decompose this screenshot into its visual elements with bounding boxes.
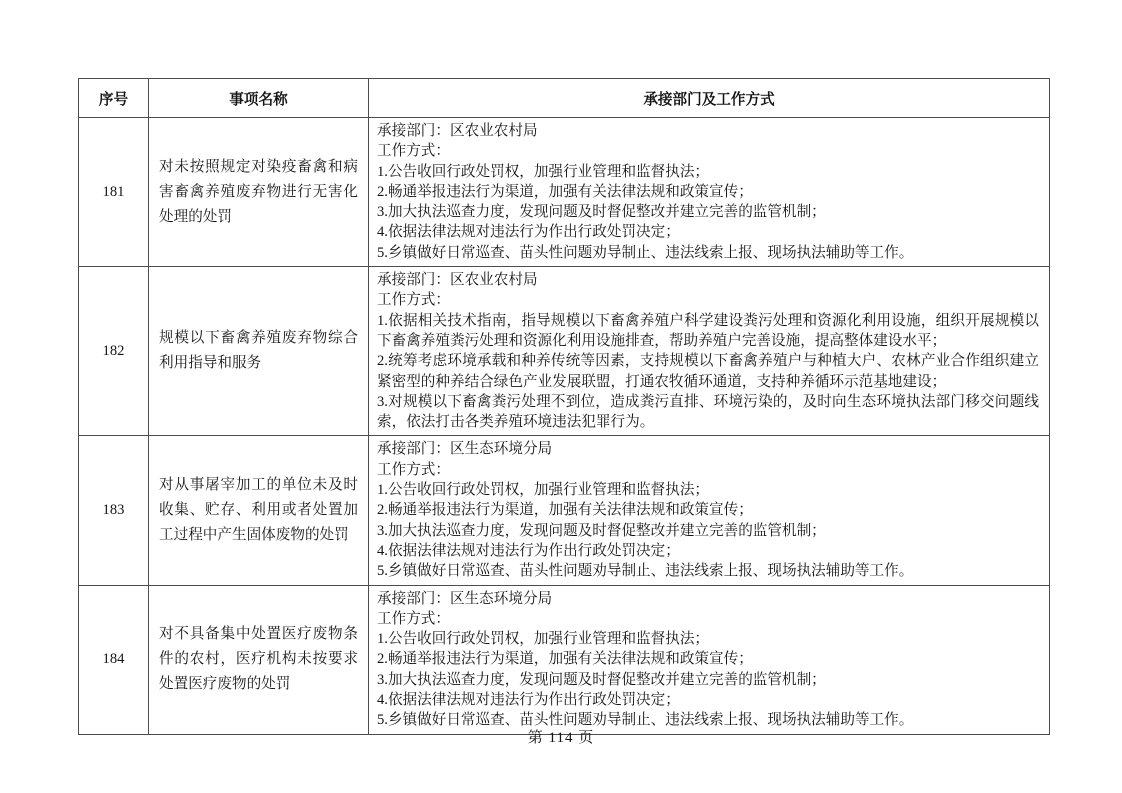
table-body [79, 118, 1050, 735]
department-line: 承接部门：区生态环境分局 [377, 441, 553, 458]
method-label-line: 工作方式： [377, 610, 450, 627]
method-line: 2.统筹考虑环境承载和种养传统等因素，支持规模以下畜禽养殖户与种植大户、农林产业合作组织建立紧密型的种养结合绿色产业发展联盟，打通农牧循环通道，支持种养循环示范基地建设； [377, 353, 1039, 390]
method-label-line: 工作方式： [377, 143, 450, 160]
method-label-line: 工作方式： [377, 292, 450, 309]
row-department-method [369, 585, 1050, 734]
method-line: 5.乡镇做好日常巡查、苗头性问题劝导制止、违法线索上报、现场执法辅助等工作。 [377, 712, 914, 729]
row-item-name: 对从事屠宰加工的单位未及时收集、贮存、利用或者处置加工过程中产生固体废物的处罚 [149, 436, 369, 585]
method-line: 5.乡镇做好日常巡查、苗头性问题劝导制止、违法线索上报、现场执法辅助等工作。 [377, 244, 914, 261]
row-department-method [369, 267, 1050, 436]
method-line: 4.依据法律法规对违法行为作出行政处罚决定； [377, 692, 680, 709]
table-row [79, 585, 1050, 734]
department-line: 承接部门：区农业农村局 [377, 272, 538, 289]
method-line: 4.依据法律法规对违法行为作出行政处罚决定； [377, 542, 680, 559]
header-row [79, 79, 1050, 118]
department-line: 承接部门：区生态环境分局 [377, 590, 553, 607]
method-line: 2.畅通举报违法行为渠道，加强有关法律法规和政策宣传； [377, 651, 753, 668]
row-serial-number: 183 [79, 436, 149, 585]
method-line: 2.畅通举报违法行为渠道，加强有关法律法规和政策宣传； [377, 502, 753, 519]
page-number: 第 114 页 [527, 730, 595, 746]
row-serial-number: 184 [79, 585, 149, 734]
method-line: 3.对规模以下畜禽粪污处理不到位，造成粪污直排、环境污染的，及时向生态环境执法部门移交问题线索，依法打击各类养殖环境违法犯罪行为。 [377, 393, 1039, 431]
row-item-name: 对未按照规定对染疫畜禽和病害畜禽养殖废弃物进行无害化处理的处罚 [149, 118, 369, 267]
method-line: 2.畅通举报违法行为渠道，加强有关法律法规和政策宣传； [377, 183, 753, 200]
method-line: 1.公告收回行政处罚权，加强行业管理和监督执法； [377, 163, 710, 180]
method-line: 4.依据法律法规对违法行为作出行政处罚决定； [377, 224, 680, 241]
method-line: 3.加大执法巡查力度，发现问题及时督促整改并建立完善的监管机制； [377, 522, 826, 539]
method-line: 3.加大执法巡查力度，发现问题及时督促整改并建立完善的监管机制； [377, 204, 826, 221]
department-line: 承接部门：区农业农村局 [377, 123, 538, 139]
header-item-name: 事项名称 [149, 79, 369, 118]
method-line: 3.加大执法巡查力度，发现问题及时督促整改并建立完善的监管机制； [377, 671, 826, 688]
method-line: 1.公告收回行政处罚权，加强行业管理和监督执法； [377, 482, 710, 499]
row-department-method [369, 436, 1050, 585]
method-label-line: 工作方式： [377, 461, 450, 478]
header-department-method: 承接部门及工作方式 [369, 79, 1050, 118]
row-department-method [369, 118, 1050, 267]
table-header [79, 79, 1050, 118]
method-line: 5.乡镇做好日常巡查、苗头性问题劝导制止、违法线索上报、现场执法辅助等工作。 [377, 563, 914, 580]
table-row [79, 118, 1050, 267]
row-item-name: 对不具备集中处置医疗废物条件的农村，医疗机构未按要求处置医疗废物的处罚 [149, 585, 369, 734]
row-serial-number: 182 [79, 267, 149, 436]
table-row [79, 267, 1050, 436]
method-line: 1.公告收回行政处罚权，加强行业管理和监督执法； [377, 631, 710, 648]
method-line: 1.依据相关技术指南，指导规模以下畜禽养殖户科学建设粪污处理和资源化利用设施，组织开展规模以下畜禽养殖粪污处理和资源化利用设施排查，帮助养殖户完善设施，提高整体建设水平； [377, 312, 1039, 349]
items-table [78, 78, 1050, 735]
table-row [79, 436, 1050, 585]
row-serial-number: 181 [79, 118, 149, 267]
header-serial: 序号 [79, 79, 149, 118]
row-item-name: 规模以下畜禽养殖废弃物综合利用指导和服务 [149, 267, 369, 436]
